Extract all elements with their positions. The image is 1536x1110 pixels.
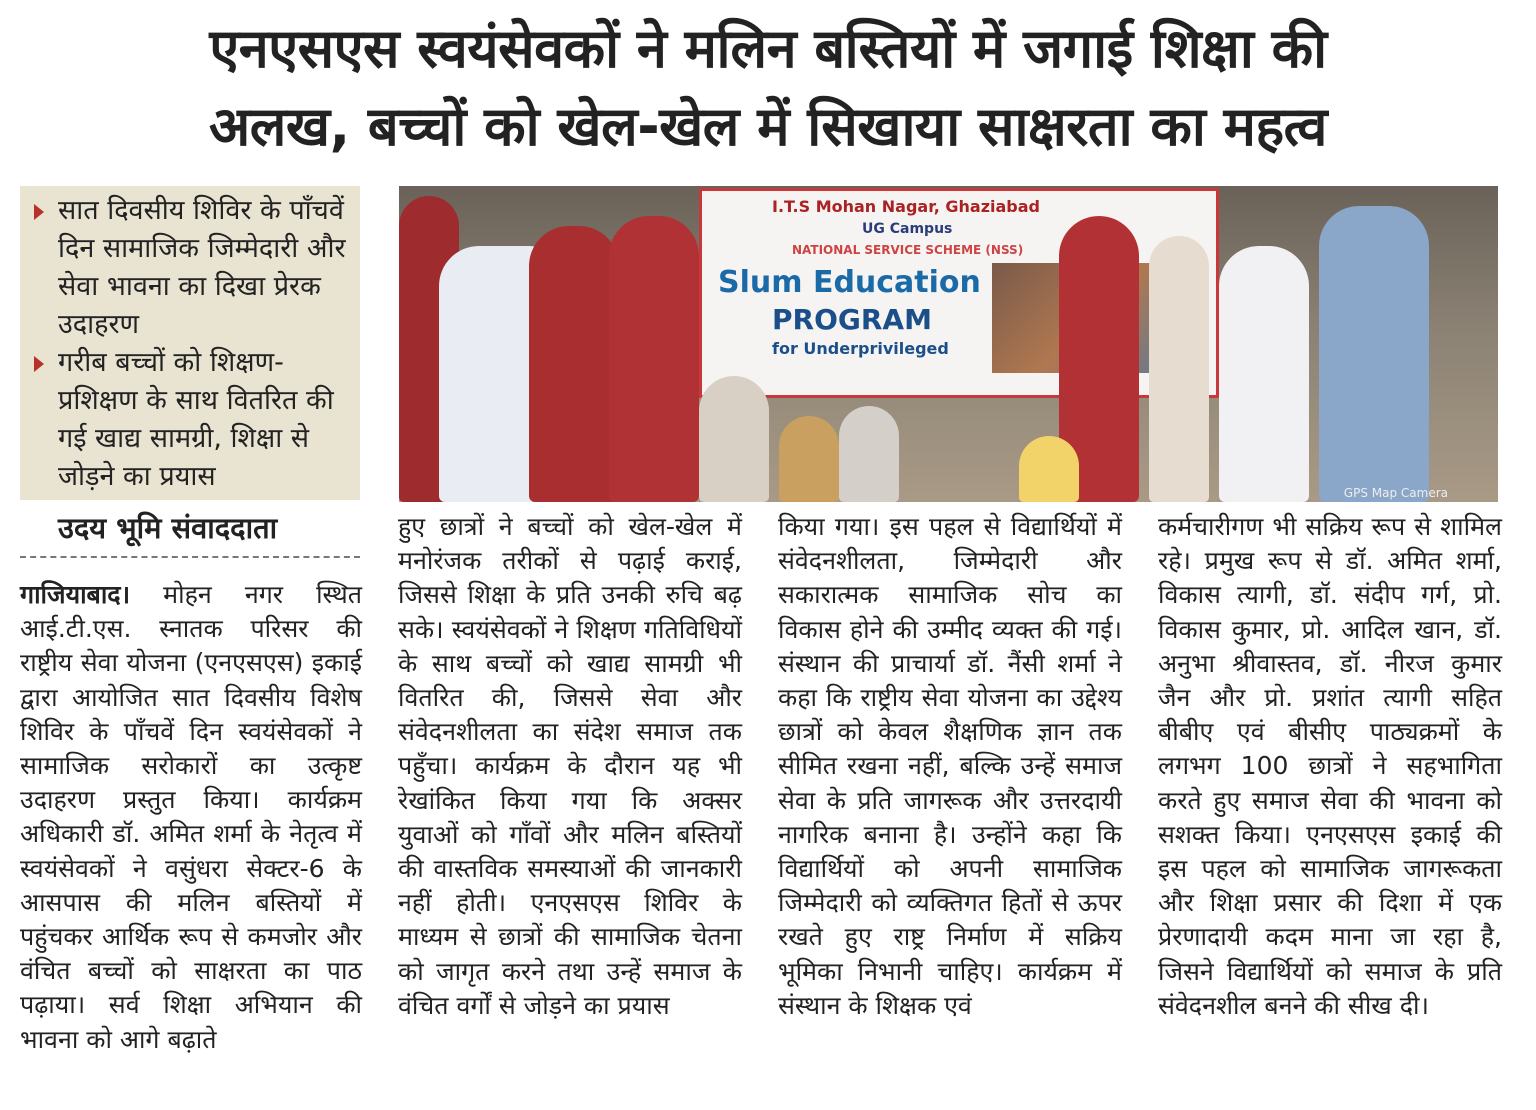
person-figure [1219,246,1309,502]
highlight-item [30,344,350,496]
highlight-item [30,192,350,344]
article-text: मोहन नगर स्थित आई.टी.एस. स्नातक परिसर की राष्ट्रीय सेवा योजना (एनएसएस) इकाई द्वारा आयोजित सात दिवसीय विशेष शिविर के पाँचवें दिन स्वयंसेवकों ने सामाजिक सरोकारों का उत्कृष्ट उदाहरण प्रस्तुत किया। कार्यक्रम अधिकारी डॉ. अमित शर्मा के नेतृत्व में स्वयंसेवकों ने वसुंधरा सेक्टर-6 के आसपास की मलिन बस्तियों में पहुंचकर आर्थिक रूप से कमजोर और वंचित बच्चों को साक्षरता का पाठ पढ़ाया। सर्व शिक्षा अभियान की भावना को आगे बढ़ाते [20,580,362,1054]
highlight-text: गरीब बच्चों को शिक्षण-प्रशिक्षण के साथ वितरित की गई खाद्य सामग्री, शिक्षा से जोड़ने का प्रयास [58,347,334,492]
headline-line-2: अलख, बच्चों को खेल-खेल में सिखाया साक्षरता का महत्व [209,95,1327,158]
article-column-4: कर्मचारीगण भी सक्रिय रूप से शामिल रहे। प्रमुख रूप से डॉ. अमित शर्मा, विकास त्यागी, डॉ. संदीप गर्ग, प्रो. विकास कुमार, प्रो. आदिल खान, डॉ. अनुभा श्रीवास्तव, डॉ. नीरज कुमार जैन और प्रो. प्रशांत त्यागी सहित बीबीए एवं बीसीए पाठ्यक्रमों के लगभग 100 छात्रों ने सहभागिता करते हुए समाज सेवा की भावना को सशक्त किया। एनएसएस इकाई की इस पहल को सामाजिक जागरूकता और शिक्षा प्रसार की दिशा में एक प्रेरणादायी कदम माना जा रहा है, जिसने विद्यार्थियों को समाज के प्रति संवेदनशील बनने की सीख दी। [1158,512,1503,1020]
article-column-2: हुए छात्रों ने बच्चों को खेल-खेल में मनोरंजक तरीकों से पढ़ाई कराई, जिससे शिक्षा के प्रति उनकी रुचि बढ़ सके। स्वयंसेवकों ने शिक्षण गतिविधियों के साथ बच्चों को खाद्य सामग्री भी वितरित की, जिससे सेवा और संवेदनशीलता का संदेश समाज तक पहुँचा। कार्यक्रम के दौरान यह भी रेखांकित किया गया कि अक्सर युवाओं को गाँवों और मलिन बस्तियों की वास्तविक समस्याओं की जानकारी नहीं होती। एनएसएस शिविर के माध्यम से छात्रों की सामाजिक चेतना को जागृत करने तथा उन्हें समाज के वंचित वर्गों से जोड़ने का प्रयास [398,512,742,1020]
dateline: गाजियाबाद। [20,580,131,609]
banner-institute: I.T.S Mohan Nagar, Ghaziabad [772,197,1040,216]
triangle-bullet-icon [34,356,44,372]
banner-program: PROGRAM [772,303,932,336]
person-figure [779,416,839,502]
person-figure [839,406,899,502]
person-figure [609,216,699,502]
news-photo [399,186,1498,502]
person-figure [1019,436,1079,502]
article-column-3: किया गया। इस पहल से विद्यार्थियों में संवेदनशीलता, जिम्मेदारी और सकारात्मक सामाजिक सोच का विकास होने की उम्मीद व्यक्त की गई। संस्थान की प्राचार्या डॉ. नैंसी शर्मा ने कहा कि राष्ट्रीय सेवा योजना का उद्देश्य छात्रों को केवल शैक्षणिक ज्ञान तक सीमित रखना नहीं, बल्कि उन्हें समाज सेवा के प्रति जागरूक और उत्तरदायी नागरिक बनाना है। उन्होंने कहा कि विद्यार्थियों को अपनी सामाजिक जिम्मेदारी को व्यक्तिगत हितों से ऊपर रखते हुए राष्ट्र निर्माण में सक्रिय भूमिका निभानी चाहिए। कार्यक्रम में संस्थान के शिक्षक एवं [778,512,1122,1020]
banner-campus: UG Campus [862,221,953,237]
banner-title: Slum Education [718,265,981,300]
person-figure [529,226,619,502]
highlight-text: सात दिवसीय शिविर के पाँचवें दिन सामाजिक जिम्मेदारी और सेवा भावना का दिखा प्रेरक उदाहरण [58,195,346,340]
headline [20,10,1516,166]
byline: उदय भूमि संवाददाता [58,511,278,545]
person-figure [1149,236,1209,502]
byline-divider [20,556,360,558]
headline-line-1: एनएसएस स्वयंसेवकों ने मलिन बस्तियों में जगाई शिक्षा की [209,17,1327,80]
article-column-1 [20,578,362,1057]
photo-watermark: GPS Map Camera [1343,486,1448,500]
person-figure [1319,206,1429,502]
triangle-bullet-icon [34,204,44,220]
highlights-box [20,186,360,500]
person-figure [699,376,769,502]
banner-scheme: NATIONAL SERVICE SCHEME (NSS) [792,243,1024,257]
banner-subtitle: for Underprivileged [772,339,949,358]
photo-banner [699,188,1219,398]
